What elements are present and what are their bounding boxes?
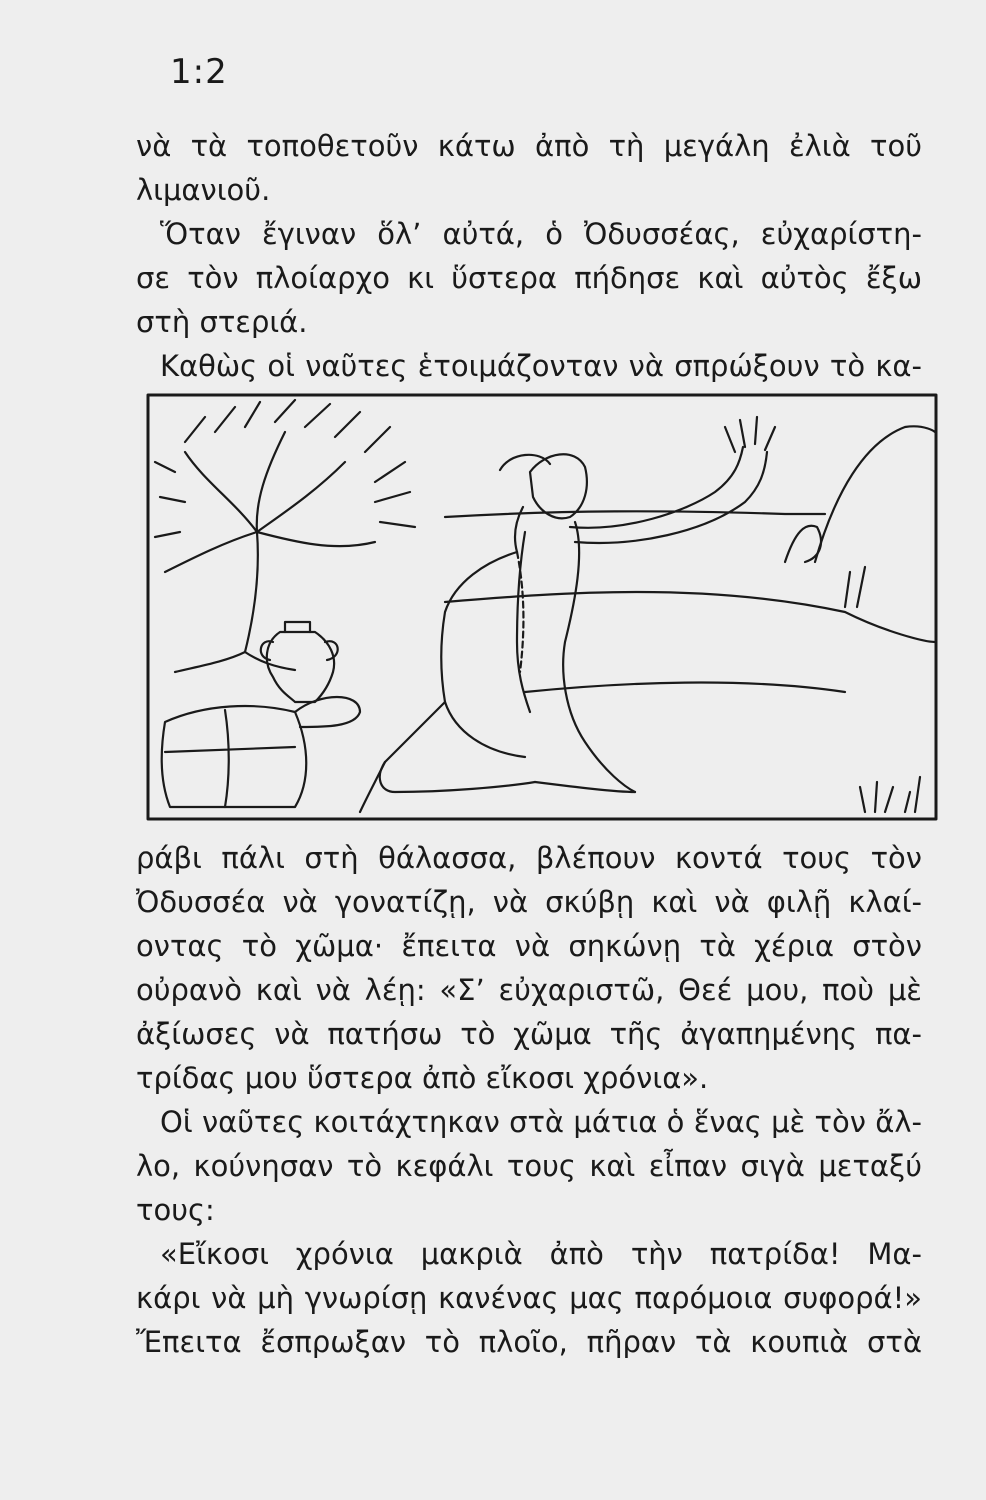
text-line: τρίδας μου ὕστερα ἀπὸ εἴκοσι χρόνια». (136, 1061, 709, 1095)
text-line: στὴ στεριά. (136, 305, 308, 339)
text-line: λιμανιοῦ. (136, 173, 271, 207)
text-line: Ἔπειτα ἔσπρωξαν τὸ πλοῖο, πῆραν τὰ κουπιὰ στὰ (136, 1325, 922, 1359)
page-number: 1:2 (170, 52, 228, 92)
text-line: Καθὼς οἱ ναῦτες ἑτοιμάζονταν νὰ σπρώξουν τὸ κα- (160, 349, 922, 383)
text-line: ράβι πάλι στὴ θάλασσα, βλέπουν κοντά τους τὸν (136, 841, 922, 875)
text-line: τους: (136, 1193, 215, 1227)
text-line: Ὀδυσσέα νὰ γονατίζῃ, νὰ σκύβῃ καὶ νὰ φιλῇ κλαί- (136, 885, 922, 919)
text-line: οὐρανὸ καὶ νὰ λέῃ: «Σ’ εὐχαριστῶ, Θεέ μου, ποὺ μὲ (136, 973, 922, 1007)
top-paragraph (136, 124, 922, 388)
text-line: σε τὸν πλοίαρχο κι ὕστερα πήδησε καὶ αὐτὸς ἔξω (136, 261, 922, 295)
text-line: κάρι νὰ μὴ γνωρίσῃ κανένας μας παρόμοια συφορά!» (136, 1281, 922, 1315)
illustration-odysseus-kneeling (145, 392, 940, 824)
text-line: ἀξίωσες νὰ πατήσω τὸ χῶμα τῆς ἀγαπημένης πα- (136, 1017, 922, 1051)
bottom-paragraph (136, 836, 922, 1364)
text-line: λο, κούνησαν τὸ κεφάλι τους καὶ εἶπαν σιγὰ μεταξύ (136, 1149, 922, 1183)
text-line: Ὅταν ἔγιναν ὅλ’ αὐτά, ὁ Ὀδυσσέας, εὐχαρίστη- (160, 217, 922, 251)
text-line: οντας τὸ χῶμα· ἔπειτα νὰ σηκώνῃ τὰ χέρια στὸν (136, 929, 922, 963)
text-line: Οἱ ναῦτες κοιτάχτηκαν στὰ μάτια ὁ ἕνας μὲ τὸν ἄλ- (160, 1105, 922, 1139)
text-line: «Εἴκοσι χρόνια μακριὰ ἀπὸ τὴν πατρίδα! Μα- (160, 1237, 922, 1271)
text-line: νὰ τὰ τοποθετοῦν κάτω ἀπὸ τὴ μεγάλη ἐλιὰ τοῦ (136, 129, 922, 163)
